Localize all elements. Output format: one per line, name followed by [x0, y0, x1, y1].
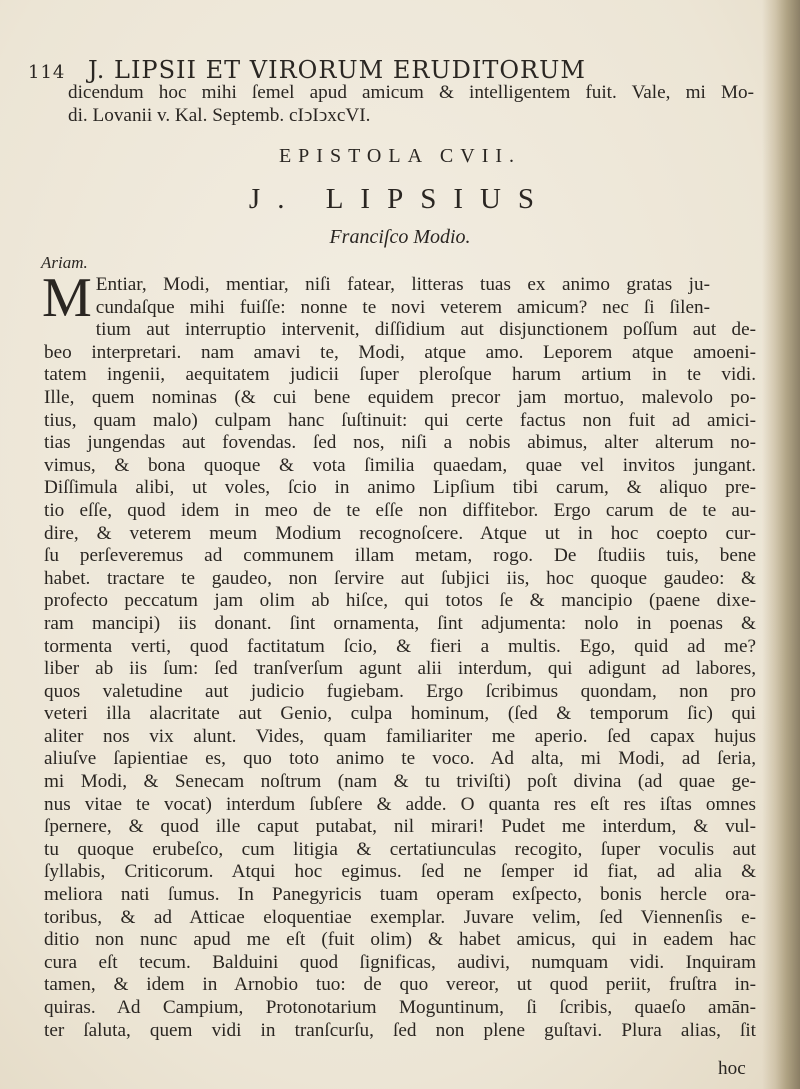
body-line: ter ſaluta, quem vidi in tranſcurſu, ſed non plene guſtavi. Plura alias, ſit — [44, 1019, 756, 1041]
body-line: quos valetudine aut judicio fugiebam. Ergo ſcribimus quondam, non pro — [44, 680, 756, 702]
body-line: tamen, & idem in Arnobio tuo: de quo vereor, ut quod periit, fruſtra in- — [44, 974, 756, 996]
epistola-heading: EPISTOLA CVII. — [278, 145, 522, 167]
intro-line: di. Lovanii v. Kal. Septemb. cIↄIↄxcVI. — [68, 104, 371, 126]
body-line: beo interpretari. nam amavi te, Modi, atque amo. Leporem atque amoeni- — [44, 341, 756, 363]
author-heading: J. LIPSIUS — [248, 183, 552, 215]
body-line: Entiar, Modi, mentiar, niſi fatear, litteras tuas ex animo gratas ju- — [95, 274, 710, 295]
body-line: dire, & veterem meum Modium recognoſcere. Atque ut in hoc coepto cur- — [44, 522, 756, 544]
catchword: hoc — [718, 1058, 746, 1079]
intro-line: dicendum hoc mihi ſemel apud amicum & intelligentem fuit. Vale, mi Mo- — [68, 82, 754, 103]
body-line: ſu perſeveremus ad communem illam metam, rogo. De ſtudiis tuis, bene — [44, 545, 756, 567]
body-line: tormenta verti, quod factitatum ſcio, & fieri a multis. Ego, quid ad me? — [44, 635, 756, 657]
body-line: veteri illa alacritate aut Genio, culpa hominum, (ſed & temporum ſic) qui — [44, 703, 756, 725]
drop-capital: M — [42, 267, 92, 329]
body-line: ditio non nunc apud me eſt (fuit olim) & habet amicus, qui in eadem hac — [44, 929, 756, 951]
running-title: J. LIPSII ET VIRORUM ERUDITORUM — [88, 56, 586, 84]
body-line: cura eſt tecum. Balduini quod ſignificas, audivi, numquam vidi. Inquiram — [44, 951, 756, 973]
body-line: Ille, quem nominas (& cui bene equidem precor jam mortuo, malevolo po- — [44, 386, 756, 408]
page-number: 114 — [28, 62, 66, 83]
body-line: quiras. Ad Campium, Protonotarium Moguntinum, ſi ſcribis, quaeſo amān- — [44, 997, 756, 1018]
body-line: liber ab iis ſum: ſed tranſverſum agunt alii interdum, qui adigunt ad labores, — [44, 658, 756, 680]
addressee: Franciſco Modio. — [329, 226, 471, 248]
intro-paragraph — [68, 82, 754, 127]
running-head — [28, 56, 748, 84]
body-line: ſyllabis, Criticorum. Atqui hoc egimus. ſed ne ſemper id fiat, ad alia & — [44, 861, 756, 883]
body-line: cundaſque mihi fuiſſe: nonne te novi veterem amicum? nec ſi ſilen- — [95, 296, 710, 318]
body-line: profecto peccatum jam olim ab hiſce, qui totos ſe & mancipio (paene dixe- — [44, 590, 756, 612]
body-lines — [44, 319, 756, 1042]
body-line: aliuſve ſapientiae es, quo toto animo te voco. Ad alta, mi Modi, ad ſeria, — [44, 748, 756, 770]
body-line: nus vitae te vocat) interdum ſubſere & adde. O quanta res eſt res iſtas omnes — [44, 793, 756, 815]
letter-body — [42, 267, 756, 1042]
body-line: aliter nos vix alunt. Vides, quam familiariter me aperio. ſed capax hujus — [44, 725, 756, 747]
first-lines — [42, 267, 756, 329]
sender-place: Ariam. — [41, 253, 88, 272]
body-line: tio eſſe, quod idem in meo de te eſſe non diffitebor. Ergo carum de te au- — [44, 499, 756, 521]
body-line: vimus, & bona quoque & vota ſimilia quaedam, quae vel invitos jungant. — [44, 454, 756, 476]
body-line: tias jungendas aut fovendas. ſed nos, niſi a nobis abimus, alter alterum no- — [44, 432, 756, 454]
body-line: toribus, & ad Atticae eloquentiae exemplar. Juvare velim, ſed Viennenſis e- — [44, 906, 756, 928]
body-line: tius, quam malo) culpam hanc ſuſtinuit: qui certe factus non fuit ad amici- — [44, 409, 756, 431]
body-line: Diſſimula alibi, ut voles, ſcio in animo Lipſium tibi carum, & aliquo pre- — [44, 477, 756, 499]
body-line: meliora nati ſumus. In Panegyricis tuam operam exſpecto, bonis hercle ora- — [44, 884, 756, 906]
body-line: mi Modi, & Senecam noſtrum (nam & tu triviſti) poſt divina (ad quae ge- — [44, 771, 756, 793]
body-line: ſpernere, & quod ille caput putabat, nil mirari! Pudet me interdum, & vul- — [44, 816, 756, 838]
body-line: tium aut interruptio intervenit, diſſidium aut disjunctionem poſſum aut de- — [95, 319, 756, 341]
body-line: ram mancipi) iis donant. ſint ornamenta, ſint adjumenta: nolo in poenas & — [44, 612, 756, 634]
body-line: tatem ingenii, aequitatem judicii ſuper pleroſque harum artium in te vidi. — [44, 364, 756, 386]
body-line: habet. tractare te gaudeo, non ſervire aut ſubjici iis, hoc quoque gaudeo: & — [44, 567, 756, 589]
body-line: tu quoque erubeſco, cum litigia & certatiunculas recogito, ſuper voculis aut — [44, 838, 756, 860]
